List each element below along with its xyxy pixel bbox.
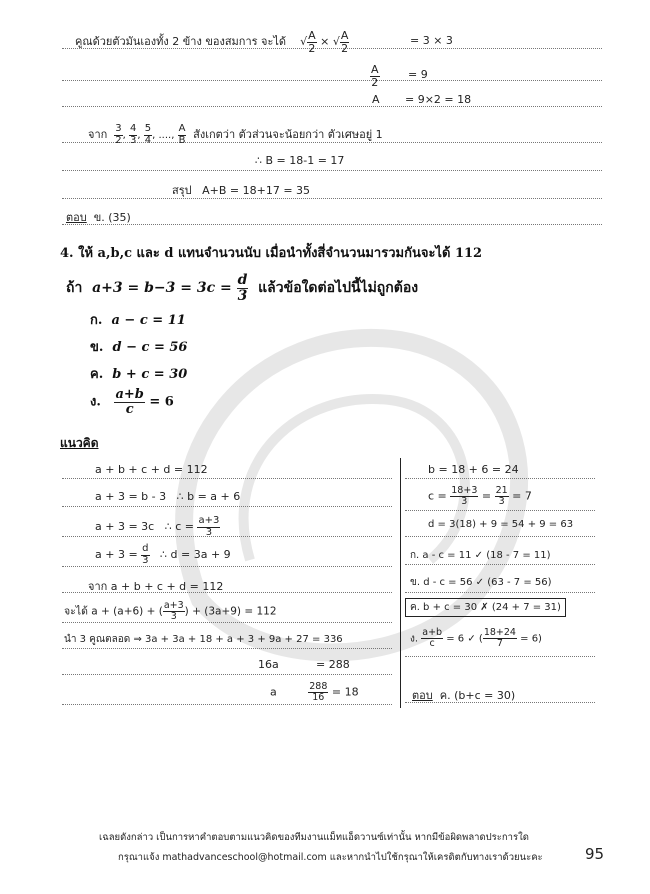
right-line-7: ง. $\frac{a+b}{c}$ = 6 ✓ ( $\frac{18+24}{7}$ = 6) — [410, 627, 542, 649]
left-line-6: จะได้ a + (a+6) + ( $\frac{a+3}{3}$ ) + (3a+9) = 112 — [64, 600, 277, 622]
left-line-9: a $\frac{288}{16}$ = 18 — [270, 681, 359, 703]
left-line-1: a + b + c + d = 112 — [95, 463, 208, 476]
work-line-2-rhs: = 9 — [408, 68, 428, 81]
left-line-4: a + 3 = $\frac{d}{3}$ ∴ d = 3a + 9 — [95, 543, 231, 566]
option-d: ง. $\frac{a+b}{c}$ = 6 — [90, 387, 174, 417]
left-line-3: a + 3 = 3c ∴ c = $\frac{a+3}{3}$ — [95, 515, 220, 538]
work-line-2: $\frac{A}{2}$ — [371, 63, 379, 89]
work-line-4: จาก $\frac{3}{2}$ , $\frac{4}{3}$ , $\frac{5}{4}$ , ...., $\frac{A}{B}$ สังเกตว่า ตัวส่วนจะน้อยกว่า ตัวเศษอยู่ 1 — [88, 123, 383, 146]
question-4-condition: ถ้า a+3 = b−3 = 3c = $\frac{d}{3}$ แล้วข้อใดต่อไปนี้ไม่ถูกต้อง — [66, 272, 419, 304]
sqrt-a-over-2-second: √ $\frac{A}{2}$ — [332, 29, 349, 55]
option-c: ค. b + c = 30 — [90, 367, 188, 382]
left-line-8-lhs: 16a — [258, 658, 279, 671]
solution-heading: แนวคิด — [60, 436, 99, 450]
question-4-title: 4. ให้ a,b,c และ d แทนจำนวนนับ เมื่อนำทั้งสี่จำนวนมารวมกันจะได้ 112 — [60, 246, 483, 261]
right-line-1: b = 18 + 6 = 24 — [428, 463, 519, 476]
option-a: ก. a − c = 11 — [90, 313, 186, 328]
work-line-3-lhs: A — [372, 93, 380, 106]
work-line-6: สรุป A+B = 18+17 = 35 — [172, 184, 311, 197]
option-b: ข. d − c = 56 — [90, 340, 188, 355]
right-line-6-boxed: ค. b + c = 30 ✗ (24 + 7 = 31) — [405, 598, 566, 617]
right-line-2: c = $\frac{18+3}{3}$ = $\frac{21}{3}$ = 7 — [428, 485, 532, 507]
right-line-5: ข. d - c = 56 ✓ (63 - 7 = 56) — [410, 577, 552, 588]
work-line-1-rhs: = 3 × 3 — [410, 34, 453, 47]
column-divider — [400, 458, 401, 708]
final-answer: ตอบ ค. (b+c = 30) — [412, 689, 516, 702]
right-line-3: d = 3(18) + 9 = 54 + 9 = 63 — [428, 519, 574, 530]
work-line-1: คูณด้วยตัวมันเองทั้ง 2 ข้าง ของสมการ จะได้ √ $\frac{A}{2}$ × √ $\frac{A}{2}$ — [75, 29, 349, 55]
work-line-3-rhs: = 9×2 = 18 — [405, 93, 472, 106]
right-line-4: ก. a - c = 11 ✓ (18 - 7 = 11) — [410, 550, 551, 561]
left-line-7: นำ 3 คูณตลอด ⇒ 3a + 3a + 18 + a + 3 + 9a + 27 = 336 — [64, 634, 343, 645]
page-number: 95 — [585, 845, 605, 863]
left-line-5: จาก a + b + c + d = 112 — [88, 580, 224, 593]
work-line-5: ∴ B = 18-1 = 17 — [255, 154, 345, 167]
previous-answer: ตอบ ข. (35) — [66, 211, 131, 224]
left-line-2: a + 3 = b - 3 ∴ b = a + 6 — [95, 490, 241, 503]
left-line-8-rhs: = 288 — [316, 658, 350, 671]
sequence-terms: $\frac{3}{2}$ , $\frac{4}{3}$ , $\frac{5}{4}$ , ...., $\frac{A}{B}$ — [115, 123, 186, 146]
work-line-1-text: คูณด้วยตัวมันเองทั้ง 2 ข้าง ของสมการ จะได้ — [75, 35, 287, 49]
sqrt-a-over-2: √ $\frac{A}{2}$ — [300, 29, 316, 55]
footer-line-1: เฉลยดังกล่าว เป็นการหาคำตอบตามแนวคิดของทีมงานแม็ทแอ็ดวานซ์เท่านั้น หากมีข้อผิดพลาดประการใด — [99, 832, 529, 843]
footer-line-2: กรุณาแจ้ง mathadvanceschool@hotmail.com และหากนำไปใช้กรุณาให้เครดิตกับทางเราด้วยนะคะ — [118, 852, 543, 863]
